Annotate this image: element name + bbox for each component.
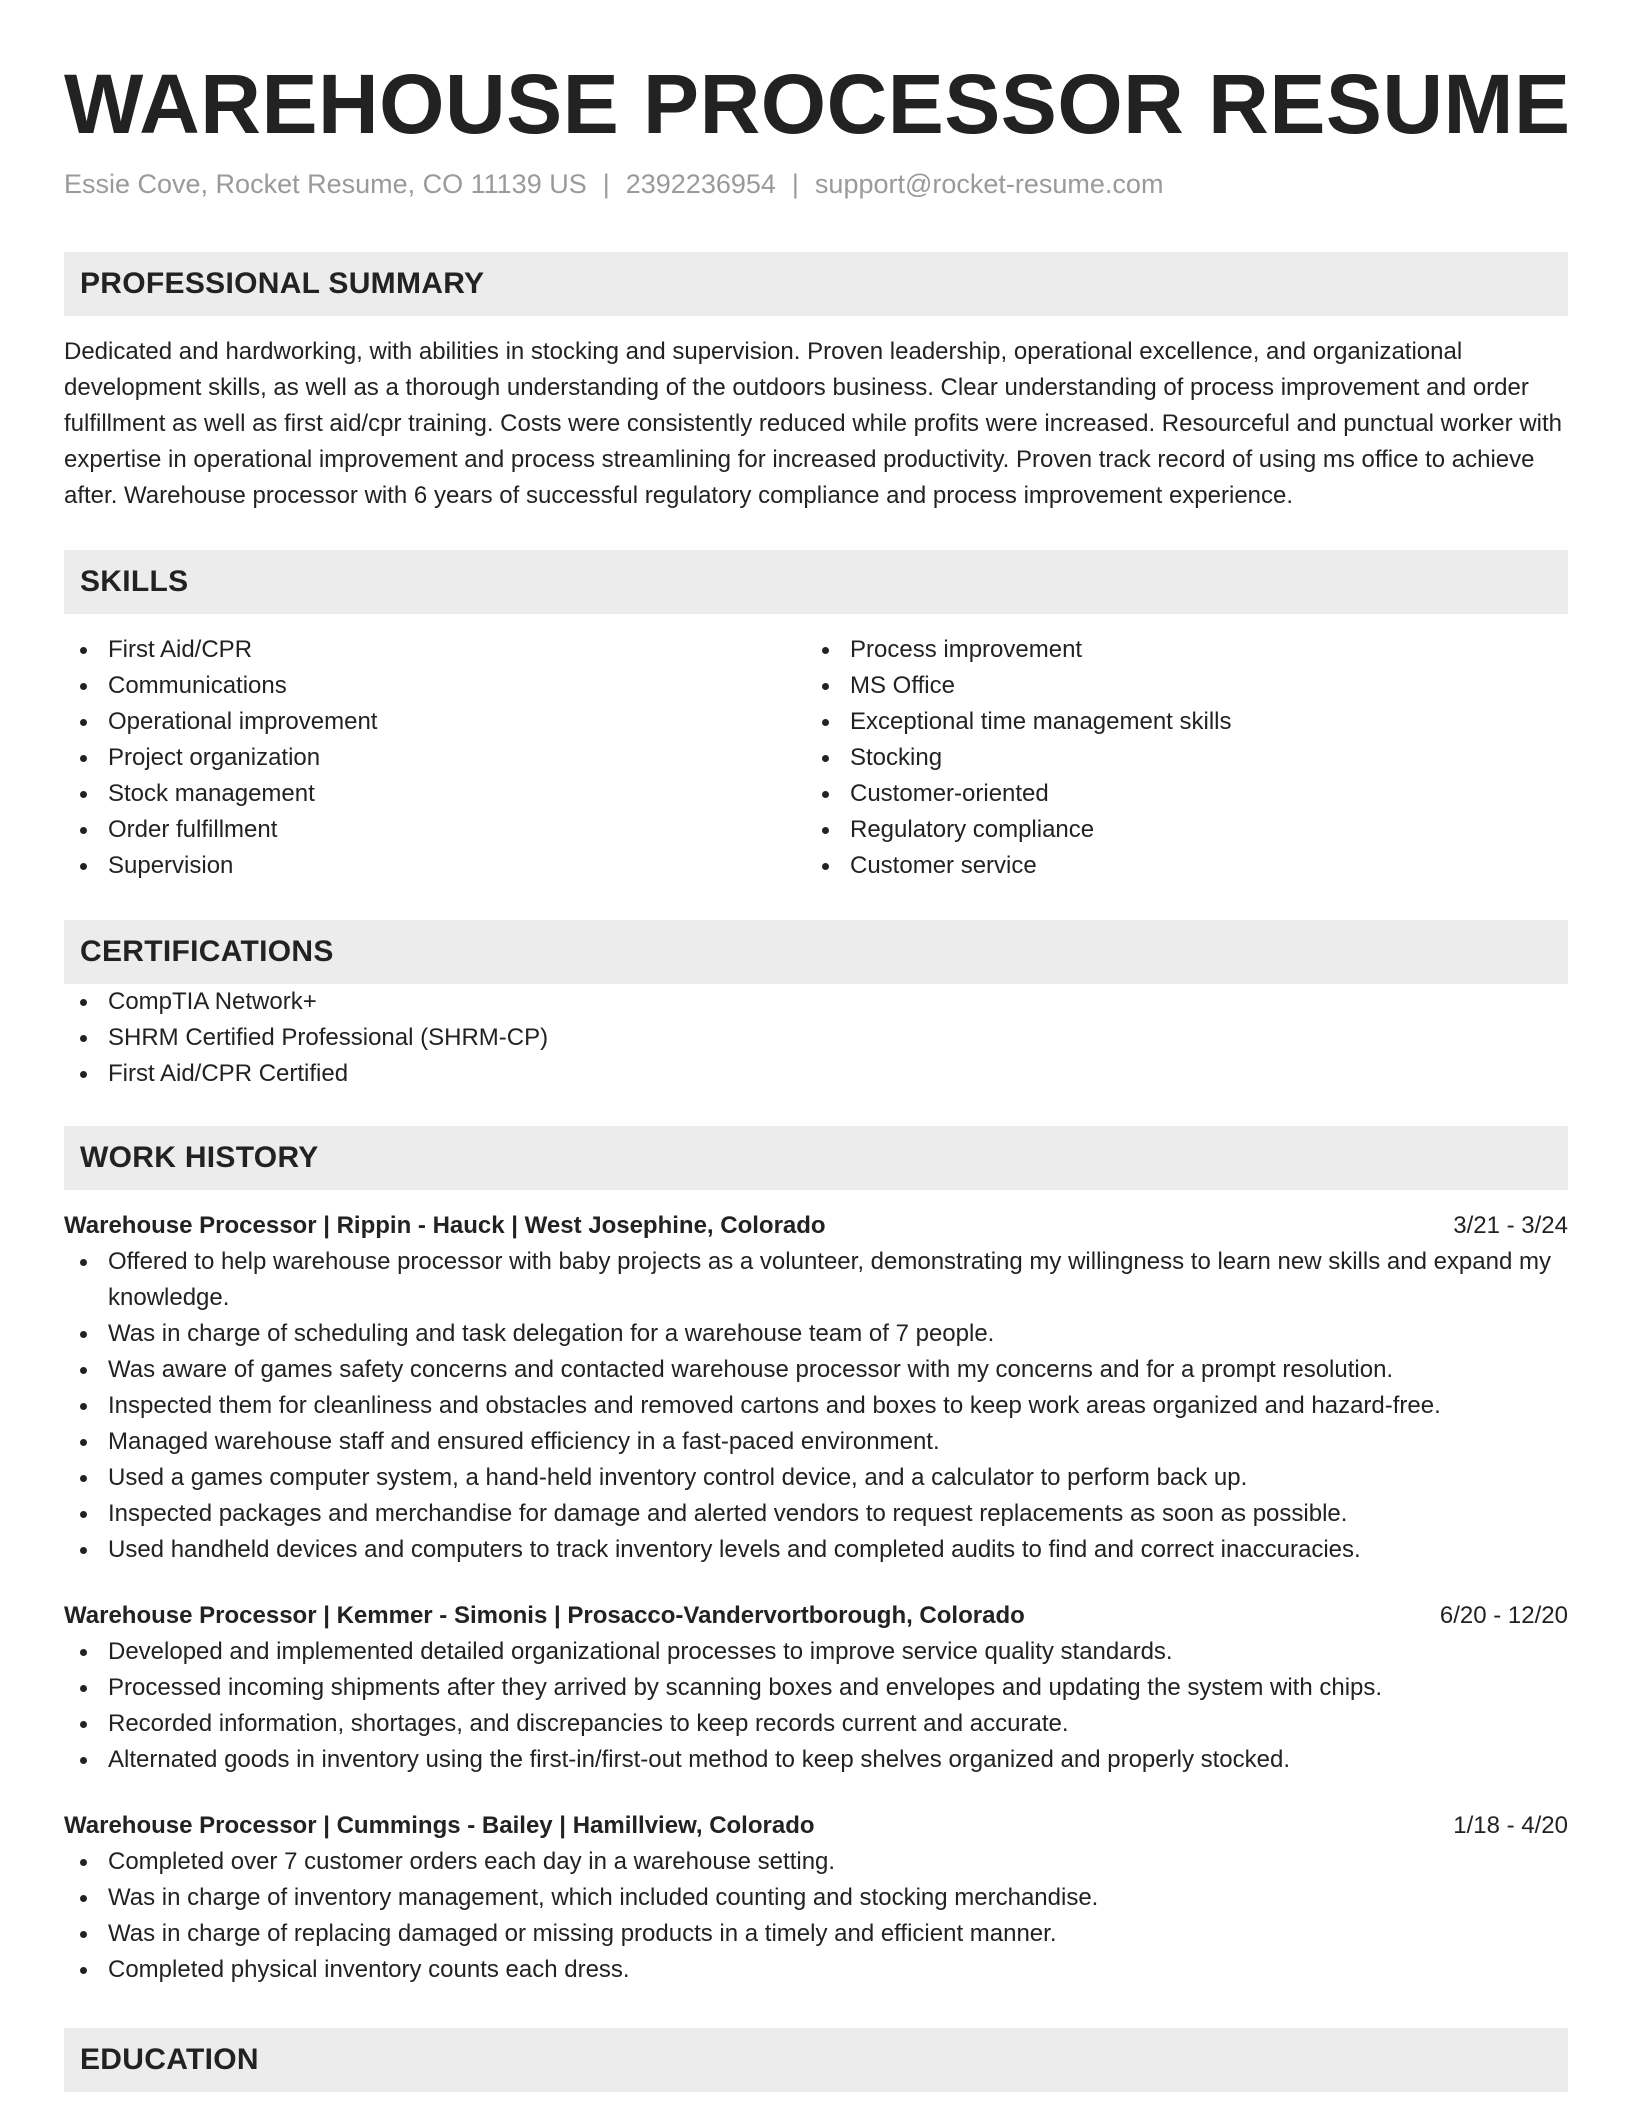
job-header [64, 1598, 1568, 1634]
contact-separator: | [602, 169, 610, 199]
skill-item: Stocking [806, 740, 1548, 776]
skills-column-left [64, 632, 806, 884]
job-title: Warehouse Processor | Kemmer - Simonis | Prosacco-Vandervortborough, Colorado [64, 1602, 1025, 1629]
skill-item: First Aid/CPR [64, 632, 806, 668]
skill-item: Regulatory compliance [806, 812, 1548, 848]
job-bullet: Inspected packages and merchandise for damage and alerted vendors to request replacements as soon as possible. [64, 1496, 1568, 1532]
education-heading: EDUCATION [64, 2028, 1568, 2092]
skills-list-right [806, 632, 1548, 884]
resume-title: WAREHOUSE PROCESSOR RESUME [64, 57, 1571, 151]
contact-phone: 2392236954 [625, 169, 776, 199]
job-bullet-list [64, 1844, 1568, 1988]
job-bullet: Completed over 7 customer orders each day in a warehouse setting. [64, 1844, 1568, 1880]
job-bullet: Processed incoming shipments after they arrived by scanning boxes and envelopes and updating the system with chips. [64, 1670, 1568, 1706]
contact-separator: | [791, 169, 799, 199]
job-title: Warehouse Processor | Cummings - Bailey | Hamillview, Colorado [64, 1812, 815, 1839]
skill-item: Process improvement [806, 632, 1548, 668]
skill-item: Order fulfillment [64, 812, 806, 848]
certification-item: First Aid/CPR Certified [64, 1056, 1568, 1092]
skill-item: Project organization [64, 740, 806, 776]
job-bullet: Used a games computer system, a hand-held inventory control device, and a calculator to perform back up. [64, 1460, 1568, 1496]
work-history-heading: WORK HISTORY [64, 1126, 1568, 1190]
job-bullet: Was in charge of replacing damaged or missing products in a timely and efficient manner. [64, 1916, 1568, 1952]
summary-heading: PROFESSIONAL SUMMARY [64, 252, 1568, 316]
job-entry [64, 1808, 1568, 1988]
job-dates: 1/18 - 4/20 [1453, 1812, 1568, 1839]
skill-item: Operational improvement [64, 704, 806, 740]
contact-line [64, 166, 1568, 202]
skills-column-right [806, 632, 1548, 884]
job-bullet-list [64, 1634, 1568, 1778]
summary-text: Dedicated and hardworking, with abilities in stocking and supervision. Proven leadership, operational excellence, and organizational development skills, as well as a thorough understanding of the outdoors business. Clear understanding of process improvement and order fulfillment as well as first aid/cpr training. Costs were consistently reduced while profits were increased. Resourceful and punctual worker with expertise in operational improvement and process streamlining for increased productivity. Proven track record of using ms office to achieve after. Warehouse processor with 6 years of successful regulatory compliance and process improvement experience. [64, 338, 1562, 509]
job-title: Warehouse Processor | Rippin - Hauck | West Josephine, Colorado [64, 1212, 826, 1239]
skill-item: Customer-oriented [806, 776, 1548, 812]
job-bullet: Developed and implemented detailed organizational processes to improve service quality standards. [64, 1634, 1568, 1670]
skills-list-left [64, 632, 806, 884]
job-bullet: Managed warehouse staff and ensured efficiency in a fast-paced environment. [64, 1424, 1568, 1460]
skill-item: MS Office [806, 668, 1548, 704]
job-entry [64, 1598, 1568, 1778]
job-bullet: Inspected them for cleanliness and obstacles and removed cartons and boxes to keep work areas organized and hazard-free. [64, 1388, 1568, 1424]
certification-item: SHRM Certified Professional (SHRM-CP) [64, 1020, 1568, 1056]
skill-item: Exceptional time management skills [806, 704, 1548, 740]
job-dates: 3/21 - 3/24 [1453, 1212, 1568, 1239]
job-bullet: Offered to help warehouse processor with baby projects as a volunteer, demonstrating my willingness to learn new skills and expand my knowledge. [64, 1244, 1568, 1316]
job-bullet: Used handheld devices and computers to track inventory levels and completed audits to find and correct inaccuracies. [64, 1532, 1568, 1568]
job-bullet-list [64, 1244, 1568, 1568]
job-bullet: Was aware of games safety concerns and contacted warehouse processor with my concerns and for a prompt resolution. [64, 1352, 1568, 1388]
contact-email: support@rocket-resume.com [814, 169, 1164, 199]
job-bullet: Was in charge of scheduling and task delegation for a warehouse team of 7 people. [64, 1316, 1568, 1352]
job-dates: 6/20 - 12/20 [1439, 1602, 1568, 1629]
job-bullet: Alternated goods in inventory using the first-in/first-out method to keep shelves organized and properly stocked. [64, 1742, 1568, 1778]
contact-address: Essie Cove, Rocket Resume, CO 11139 US [64, 169, 587, 199]
skill-item: Customer service [806, 848, 1548, 884]
skill-item: Communications [64, 668, 806, 704]
skills-grid [64, 632, 1568, 884]
certifications-heading: CERTIFICATIONS [64, 920, 1568, 984]
job-header [64, 1808, 1568, 1844]
certification-item: CompTIA Network+ [64, 984, 1568, 1020]
skill-item: Stock management [64, 776, 806, 812]
job-bullet: Was in charge of inventory management, which included counting and stocking merchandise. [64, 1880, 1568, 1916]
job-bullet: Completed physical inventory counts each dress. [64, 1952, 1568, 1988]
skill-item: Supervision [64, 848, 806, 884]
job-entry [64, 1208, 1568, 1568]
job-header [64, 1208, 1568, 1244]
certifications-list [64, 984, 1568, 1092]
skills-heading: SKILLS [64, 550, 1568, 614]
job-bullet: Recorded information, shortages, and discrepancies to keep records current and accurate. [64, 1706, 1568, 1742]
